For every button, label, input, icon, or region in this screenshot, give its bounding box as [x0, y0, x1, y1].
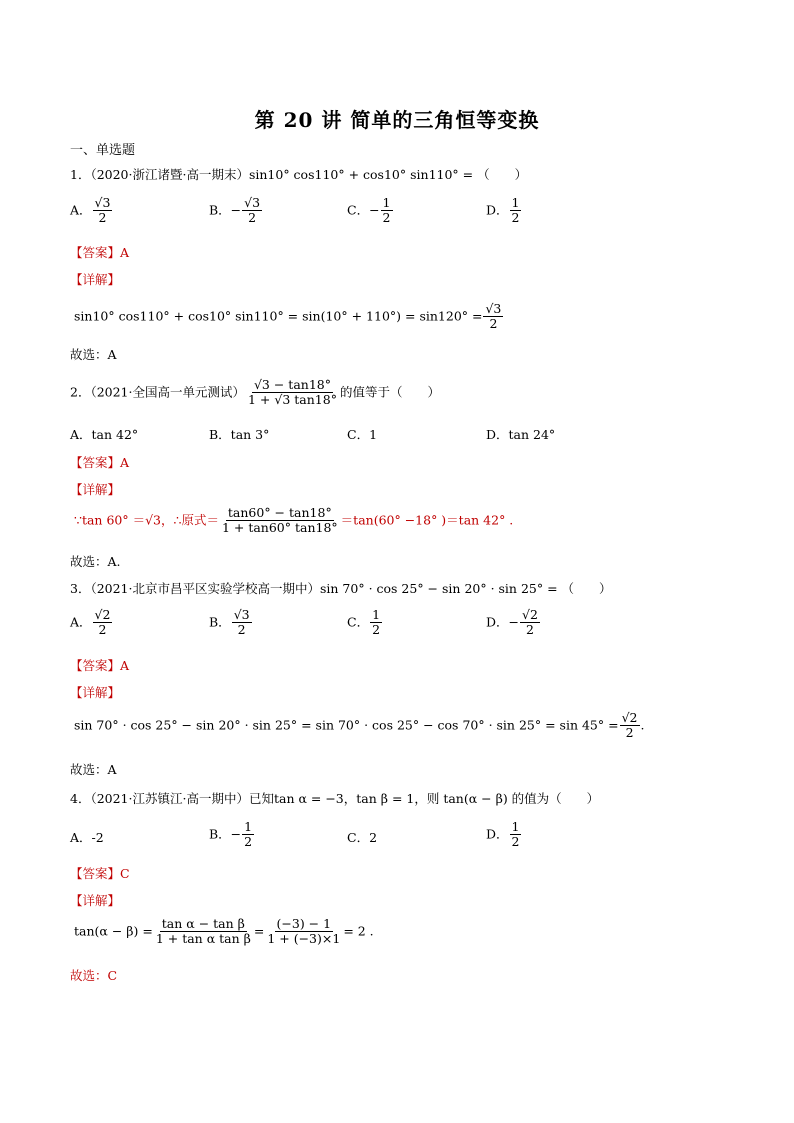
q4-pick: 故选：C	[70, 968, 118, 983]
fraction: $\frac{√2}{2}$	[94, 607, 111, 638]
q3-stem	[70, 579, 612, 597]
q2-stem: 2．（2021·全国高一单元测试） $\frac{√3 - \tan 18^\circ}{1 + √3 \tan 18^\circ}$ 的值等于（ ）	[70, 377, 440, 408]
q2-detail-label: 【详解】	[70, 482, 121, 497]
fraction: $\frac{\text{tan α − tan β}}{\text{1 + tan α tan β}}$	[155, 916, 251, 947]
q4-expression: tan α = −3，tan β = 1，则 tan(α − β) 的值为（ ）	[273, 791, 600, 806]
q4-answer: 【答案】C	[70, 866, 130, 881]
q1-option-b: B．− $\frac{√3}{2}$	[209, 195, 261, 226]
fraction: $\frac{\tan 60^\circ - \tan 18^\circ}{1 + \tan 60^\circ \tan 18^\circ}$	[221, 505, 338, 536]
q4-option-a: A．-2	[70, 830, 104, 845]
q4-option-c: C．2	[347, 830, 378, 845]
fraction: $\frac{1}{2}$	[244, 819, 253, 850]
fraction: $\frac{1}{2}$	[382, 195, 391, 226]
fraction: $\frac{√2}{2}$	[621, 710, 638, 741]
fraction: $\frac{√3}{2}$	[244, 195, 261, 226]
q1-option-c: C．− $\frac{1}{2}$	[347, 195, 391, 226]
fraction: $\frac{1}{2}$	[372, 607, 381, 638]
q3-pick: 故选：A	[70, 762, 117, 777]
q3-option-b: B． $\frac{√3}{2}$	[209, 607, 250, 638]
q3-solution: sin 70° · cos 25° − sin 20° · sin 25° = sin 70° · cos 25° − cos 70° · sin 25° = sin 45° = $\frac{√2}{2}$ .	[74, 710, 645, 741]
fraction: $\frac{√3}{2}$	[94, 195, 111, 226]
q2-option-c: C．1	[347, 427, 378, 442]
q1-pick: 故选：A	[70, 347, 117, 362]
fraction: $\frac{1}{2}$	[511, 819, 520, 850]
fraction: $\frac{√3 - \tan 18^\circ}{1 + √3 \tan 18^\circ}$	[248, 377, 337, 408]
section-heading: 一、单选题	[70, 143, 136, 158]
q3-answer: 【答案】A	[70, 658, 130, 673]
q1-answer: 【答案】A	[70, 245, 130, 260]
q1-stem	[70, 165, 527, 183]
fraction: $\frac{√3}{2}$	[233, 607, 250, 638]
fraction: $\frac{√2}{2}$	[522, 607, 538, 638]
fraction: $\frac{1}{2}$	[511, 195, 520, 226]
fraction: $\frac{√3}{2}$	[485, 301, 502, 332]
q2-solution: ∵tan 60° ＝√3，∴原式＝ $\frac{\tan 60^\circ - \tan 18^\circ}{1 + \tan 60^\circ \tan 18^\circ}$ ＝tan(60° −18° )＝tan 42° .	[74, 505, 514, 536]
q1-detail-label: 【详解】	[70, 272, 121, 287]
fraction: $\frac{(-3) - 1}{1 + (-3)\times 1}$	[267, 916, 341, 947]
q4-option-b: B．− $\frac{1}{2}$	[209, 819, 253, 850]
q3-expression: sin 70° · cos 25° − sin 20° · sin 25° = （ ）	[320, 581, 612, 596]
q1-source: 1．（2020·浙江诸暨·高一期末）	[70, 167, 249, 182]
q1-option-a: A． $\frac{√3}{2}$	[70, 195, 111, 226]
q3-option-a: A． $\frac{√2}{2}$	[70, 607, 111, 638]
q4-solution: tan(α − β) = $\frac{\text{tan α − tan β}}{\text{1 + tan α tan β}}$ = $\frac{(-3) - 1}{1 + (-3)\times 1}$ = 2 .	[74, 916, 374, 947]
q4-source: 4．（2021·江苏镇江·高一期中）已知	[70, 791, 274, 806]
q1-option-d: D． $\frac{1}{2}$	[486, 195, 520, 226]
q4-detail-label: 【详解】	[70, 893, 121, 908]
q2-option-d: D．tan 24°	[486, 427, 556, 442]
page-title: 第 20 讲 简单的三角恒等变换	[254, 108, 540, 132]
q3-option-d: D．− $\frac{√2}{2}$	[486, 607, 538, 638]
q4-stem	[70, 789, 599, 807]
q1-expression: sin10° cos110° + cos10° sin110° = （ ）	[248, 167, 528, 182]
q1-solution: sin10° cos110° + cos10° sin110° = sin(10° + 110°) = sin120° = $\frac{√3}{2}$	[74, 301, 502, 332]
q2-option-a: A．tan 42°	[70, 427, 139, 442]
q2-answer: 【答案】A	[70, 455, 130, 470]
q2-option-b: B．tan 3°	[209, 427, 270, 442]
q3-option-c: C． $\frac{1}{2}$	[347, 607, 381, 638]
q2-pick: 故选：A.	[70, 554, 121, 569]
q4-option-d: D． $\frac{1}{2}$	[486, 819, 520, 850]
q3-detail-label: 【详解】	[70, 685, 121, 700]
q3-source: 3．（2021·北京市昌平区实验学校高一期中）	[70, 581, 320, 596]
q2-source: 2．（2021·全国高一单元测试）	[70, 384, 245, 400]
